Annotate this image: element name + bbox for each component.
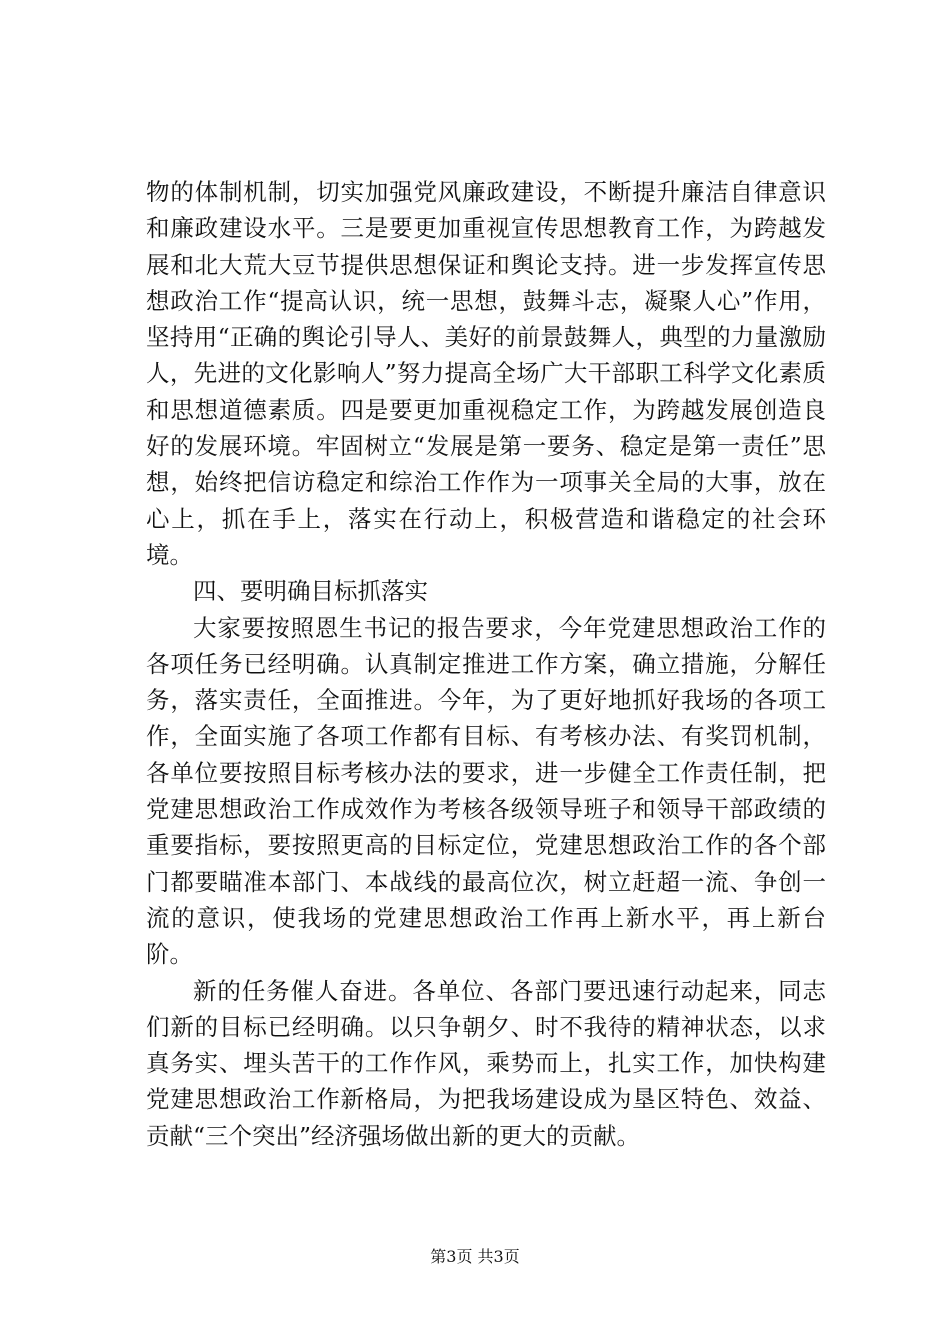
paragraph-closing: 新的任务催人奋进。各单位、各部门要迅速行动起来，同志们新的目标已经明确。以只争朝夕、时不我待的精神状态，以求真务实、埋头苦干的工作作风，乘势而上，扎实工作，加快构建党建思想政治工作新格局，为把我场建设成为垦区特色、效益、贡献“三个突出”经济强场做出新的更大的贡献。 xyxy=(146,976,826,1150)
paragraph-goals: 大家要按照恩生书记的报告要求，今年党建思想政治工作的各项任务已经明确。认真制定推进工作方案，确立措施，分解任务，落实责任，全面推进。今年，为了更好地抓好我场的各项工作，全面实施了各项工作都有目标、有考核办法、有奖罚机制，各单位要按照目标考核办法的要求，进一步健全工作责任制，把党建思想政治工作成效作为考核各级领导班子和领导干部政绩的重要指标，要按照更高的目标定位，党建思想政治工作的各个部门都要瞄准本部门、本战线的最高位次，树立赶超一流、争创一流的意识，使我场的党建思想政治工作再上新水平，再上新台阶。 xyxy=(146,613,826,969)
section-heading: 四、要明确目标抓落实 xyxy=(193,577,428,606)
page-footer: 第3页 共3页 xyxy=(430,1247,520,1266)
document-body xyxy=(146,174,826,1154)
paragraph-continuation: 物的体制机制，切实加强党风廉政建设，不断提升廉洁自律意识和廉政建设水平。三是要更加重视宣传思想教育工作，为跨越发展和北大荒大豆节提供思想保证和舆论支持。进一步发挥宣传思想政治工作“提高认识，统一思想，鼓舞斗志，凝聚人心”作用，坚持用“正确的舆论引导人、美好的前景鼓舞人，典型的力量激励人，先进的文化影响人”努力提高全场广大干部职工科学文化素质和思想道德素质。四是要更加重视稳定工作，为跨越发展创造良好的发展环境。牢固树立“发展是第一要务、稳定是第一责任”思想，始终把信访稳定和综治工作作为一项事关全局的大事，放在心上，抓在手上，落实在行动上，积极营造和谐稳定的社会环境。 xyxy=(146,178,826,569)
